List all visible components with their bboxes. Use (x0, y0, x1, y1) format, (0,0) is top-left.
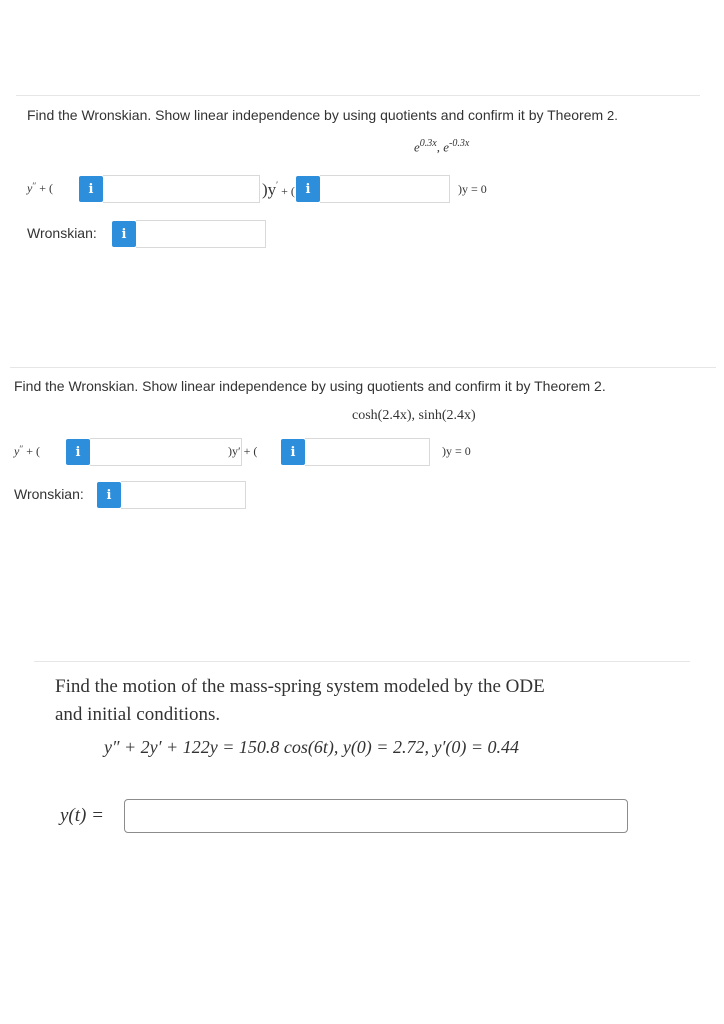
problem1-coef1-info-button[interactable]: i (79, 176, 103, 202)
problem2-top-divider (10, 367, 716, 368)
problem3-prompt-line1: Find the motion of the mass-spring system modeled by the ODE (55, 676, 545, 697)
problem3-answer-label: y(t) = (60, 805, 104, 826)
problem1-basis-exp1: 0.3x (419, 138, 437, 149)
problem1-ode-y2-primes: ′′ (32, 181, 37, 191)
problem2-coef1-info-button[interactable]: i (66, 439, 90, 465)
problem3-prompt-line2: and initial conditions. (55, 704, 221, 725)
problem1-ode-close-y1: )y (262, 180, 277, 199)
problem2-ode-plus-open1: + ( (26, 444, 41, 458)
problem1-ode-tail: )y = 0 (458, 182, 487, 196)
problem2-wronskian-info-button[interactable]: i (97, 482, 121, 508)
problem1-coef1-input[interactable] (103, 175, 260, 203)
problem1-coef2-input[interactable] (320, 175, 450, 203)
problem2-coef1-input[interactable] (90, 438, 242, 466)
problem3-equation: y″ + 2y′ + 122y = 150.8 cos(6t), y(0) = 2.72, y′(0) = 0.44 (104, 737, 520, 757)
problem1-coef2-info-button[interactable]: i (296, 176, 320, 202)
problem1-ode-middle (262, 180, 295, 200)
problem1-ode-plus-open2: + ( (281, 184, 295, 198)
problem1-basis-exp2: -0.3x (449, 138, 470, 149)
problem1-wronskian-label: Wronskian: (27, 225, 97, 241)
problem3-answer-input[interactable] (124, 799, 628, 833)
problem2-ode-middle: )y′ + ( (228, 444, 258, 458)
problem1-top-divider (16, 95, 700, 96)
problem1-theorem-number: 2. (607, 108, 618, 123)
problem3-top-divider (34, 661, 690, 662)
problem1-prompt-text: Find the Wronskian. Show linear independence by using quotients and confirm it by Theorem (27, 107, 604, 123)
problem2-ode-y2-term (14, 444, 40, 459)
problem2-wronskian-input[interactable] (121, 481, 246, 509)
problem1-basis-base1: e (414, 139, 420, 155)
problem2-ode-tail: )y = 0 (442, 444, 471, 458)
problem2-ode-y2-primes: ′′ (19, 444, 24, 454)
problem2-coef2-input[interactable] (305, 438, 430, 466)
problem1-ode-prime1: ′ (276, 180, 279, 190)
problem1-basis-base2: e (443, 139, 450, 155)
problem1-basis (414, 138, 469, 155)
problem1-wronskian-info-button[interactable]: i (112, 221, 136, 247)
problem1-wronskian-input[interactable] (136, 220, 266, 248)
problem2-prompt: Find the Wronskian. Show linear independence by using quotients and confirm it by Theorem 2. (14, 378, 606, 394)
problem1-ode-plus-open1: + ( (39, 181, 54, 195)
problem2-wronskian-label: Wronskian: (14, 486, 84, 502)
problem2-ode-y2-symbol: y (14, 444, 20, 458)
problem1-prompt (27, 107, 618, 123)
problem2-basis: cosh(2.4x), sinh(2.4x) (352, 408, 476, 423)
problem2-coef2-info-button[interactable]: i (281, 439, 305, 465)
problem1-ode-y2-term (27, 181, 53, 196)
problem1-ode-y2-symbol: y (27, 181, 33, 195)
problem1-basis-separator: , (436, 139, 440, 155)
